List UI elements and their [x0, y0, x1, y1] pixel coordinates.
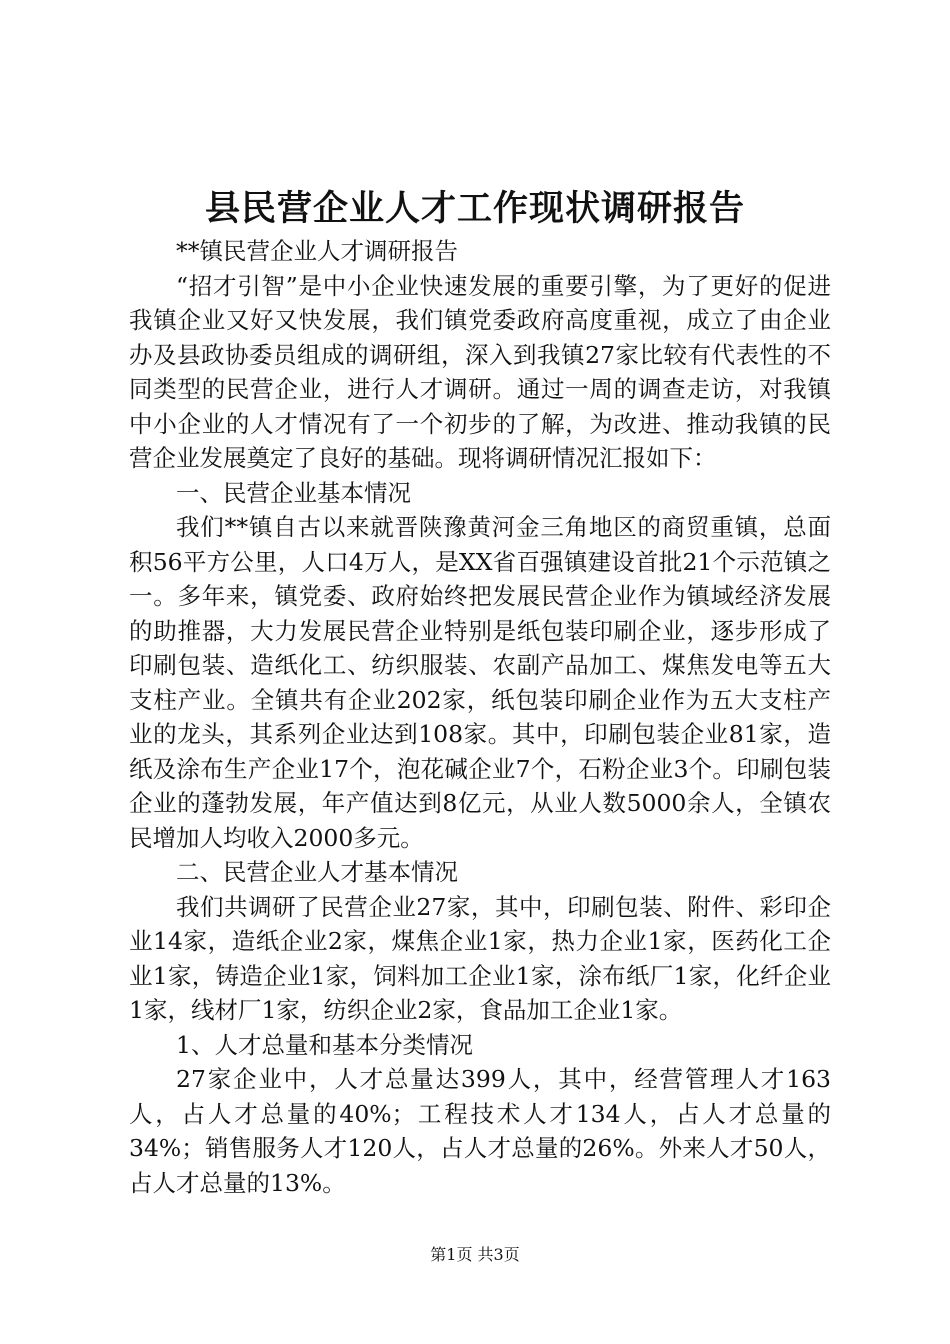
body-paragraph: 我们**镇自古以来就晋陕豫黄河金三角地区的商贸重镇，总面积56平方公里，人口4万人，是XX省百强镇建设首批21个示范镇之一。多年来，镇党委、政府始终把发展民营企业作为镇域经济发展的助推器，大力发展民营企业特别是纸包装印刷企业，逐步形成了印刷包装、造纸化工、纺织服装、农副产品加工、煤焦发电等五大支柱产业。全镇共有企业202家，纸包装印刷企业作为五大支柱产业的龙头，其系列企业达到108家。其中，印刷包装企业81家，造纸及涂布生产企业17个，泡花碱企业7个，石粉企业3个。印刷包装企业的蓬勃发展，年产值达到8亿元，从业人数5000余人，全镇农民增加人均收入2000多元。 [129, 513, 831, 852]
subsection-heading-1: 1、人才总量和基本分类情况 [176, 1030, 473, 1059]
document-title: 县民营企业人才工作现状调研报告 [204, 188, 745, 229]
body-paragraph: 我们共调研了民营企业27家，其中，印刷包装、附件、彩印企业14家，造纸企业2家，煤焦企业1家，热力企业1家，医药化工企业1家，铸造企业1家，饲料加工企业1家，涂布纸厂1家，化纤企业1家，线材厂1家，纺织企业2家，食品加工企业1家。 [129, 892, 831, 1024]
page-number-footer: 第1页 共3页 [430, 1245, 520, 1264]
section-heading-1: 一、民营企业基本情况 [176, 478, 411, 507]
document-body [129, 234, 831, 1200]
body-paragraph: 27家企业中，人才总量达399人，其中，经营管理人才163人，占人才总量的40%；工程技术人才134人，占人才总量的34%；销售服务人才120人，占人才总量的26%。外来人才50人，占人才总量的13%。 [129, 1065, 831, 1197]
intro-paragraph: “招才引智”是中小企业快速发展的重要引擎，为了更好的促进我镇企业又好又快发展，我们镇党委政府高度重视，成立了由企业办及县政协委员组成的调研组，深入到我镇27家比较有代表性的不同类型的民营企业，进行人才调研。通过一周的调查走访，对我镇中小企业的人才情况有了一个初步的了解，为改进、推动我镇的民营企业发展奠定了良好的基础。现将调研情况汇报如下： [129, 271, 831, 472]
subtitle-paragraph: **镇民营企业人才调研报告 [176, 237, 458, 265]
section-heading-2: 二、民营企业人才基本情况 [176, 858, 458, 886]
